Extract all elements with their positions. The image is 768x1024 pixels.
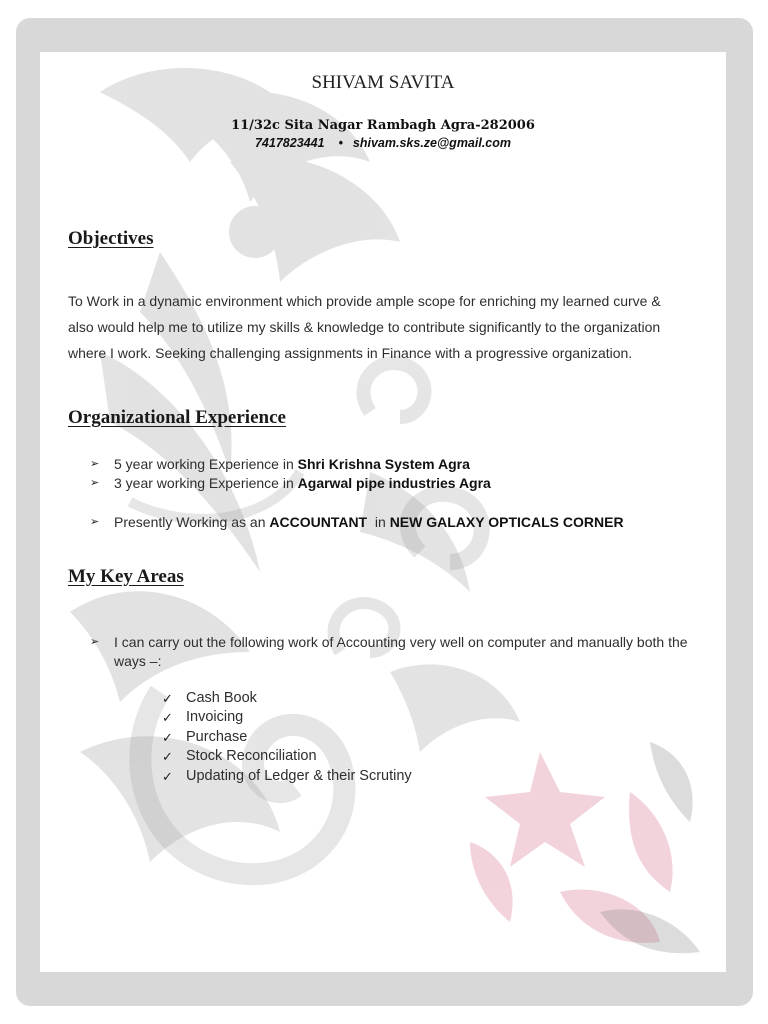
list-item: ➢ 5 year working Experience in Shri Krishna System Agra bbox=[90, 456, 470, 472]
key-areas-list bbox=[90, 633, 690, 671]
resume-content bbox=[40, 52, 726, 972]
job-title: ACCOUNTANT bbox=[269, 514, 368, 530]
check-icon: ✓ bbox=[162, 749, 173, 765]
list-item: ✓ Purchase bbox=[162, 728, 412, 747]
contact-line bbox=[40, 136, 726, 150]
key-areas-intro: I can carry out the following work of Accounting very well on computer and manually both the ways –: bbox=[114, 634, 688, 669]
check-icon: ✓ bbox=[162, 691, 173, 706]
employer-name: Agarwal pipe industries Agra bbox=[297, 475, 491, 491]
current-employer: NEW GALAXY OPTICALS CORNER bbox=[389, 514, 624, 530]
employer-name: Shri Krishna System Agra bbox=[297, 456, 470, 472]
list-item: ✓ Updating of Ledger & their Scrutiny bbox=[162, 767, 412, 786]
email-address: shivam.sks.ze@gmail.com bbox=[352, 136, 511, 150]
check-icon: ✓ bbox=[162, 729, 173, 745]
list-item: ➢ Presently Working as an ACCOUNTANT in NEW GALAXY OPTICALS CORNER bbox=[90, 514, 624, 530]
list-item: ✓ Cash Book bbox=[162, 689, 412, 708]
check-icon: ✓ bbox=[162, 710, 173, 726]
objectives-heading: Objectives bbox=[68, 228, 154, 249]
candidate-name: SHIVAM SAVITA bbox=[311, 72, 455, 93]
phone-number: 7417823441 bbox=[254, 136, 325, 150]
experience-list bbox=[90, 455, 690, 493]
current-position-list bbox=[90, 513, 690, 532]
arrow-bullet-icon: ➢ bbox=[90, 458, 100, 470]
check-icon: ✓ bbox=[162, 768, 173, 784]
contact-separator: • bbox=[338, 136, 343, 150]
arrow-bullet-icon: ➢ bbox=[90, 636, 100, 648]
key-skills-checklist bbox=[162, 689, 412, 786]
objectives-text: To Work in a dynamic environment which provide ample scope for enriching my learned curve & also would help me to utilize my skills & knowledge to contribute significantly to the organization where I work. Seeking challenging assignments in Finance with a progressive organization. bbox=[68, 293, 661, 361]
arrow-bullet-icon: ➢ bbox=[90, 477, 100, 489]
experience-heading: Organizational Experience bbox=[68, 407, 286, 428]
key-areas-heading: My Key Areas bbox=[68, 566, 184, 587]
list-item: ➢ 3 year working Experience in Agarwal pipe industries Agra bbox=[90, 475, 491, 491]
list-item: ✓ Invoicing bbox=[162, 708, 412, 727]
candidate-address: 11/32c Sita Nagar Rambagh Agra-282006 bbox=[231, 118, 535, 133]
list-item bbox=[90, 633, 690, 671]
list-item: ✓ Stock Reconciliation bbox=[162, 747, 412, 766]
arrow-bullet-icon: ➢ bbox=[90, 516, 100, 528]
resume-page bbox=[40, 52, 726, 972]
